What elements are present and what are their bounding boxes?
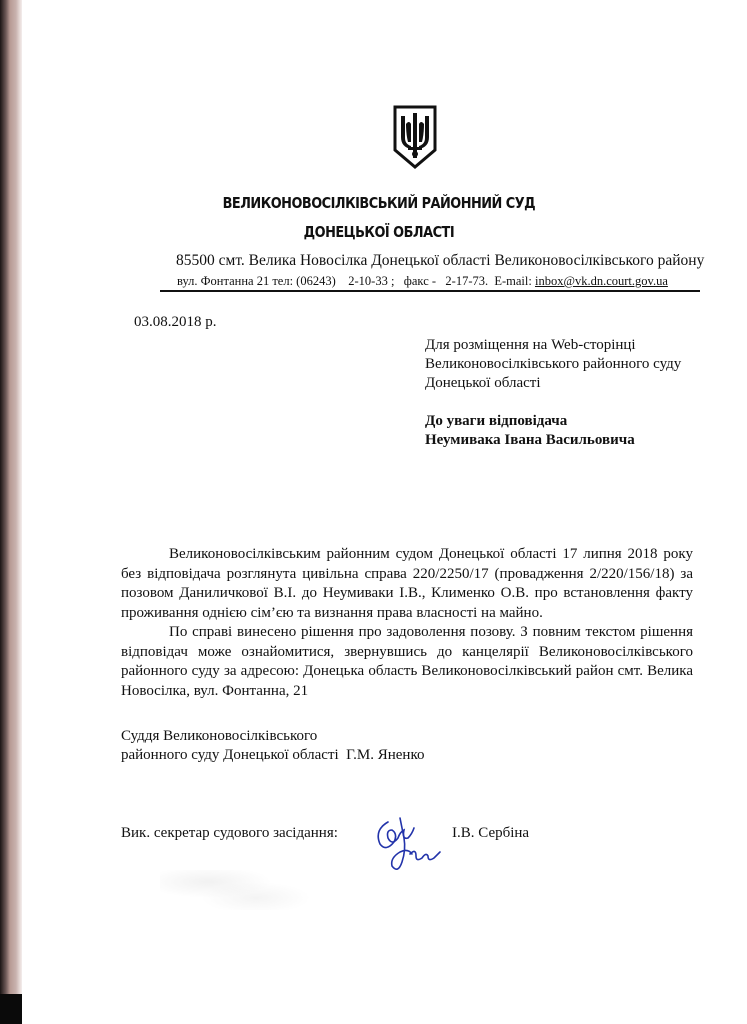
secretary-label: Вик. секретар судового засідання: [121, 825, 338, 841]
trident-emblem-icon [392, 104, 438, 170]
judge-line2: районного суду Донецької області Г.М. Яненко [121, 747, 425, 763]
judge-line1: Суддя Великоновосілківського [121, 728, 318, 744]
secretary-name: І.В. Сербіна [452, 825, 530, 841]
body-paragraph-2: По справі винесено рішення про задоволення позову. З повним текстом рішення відповідач може ознайомитися, звернувшись до канцелярії Великоновосілківського районного суду за адресою: Донецька область Великоновосілківський район смт. Велика Новосілка, вул. Фонтанна, 21 [121, 624, 693, 699]
notice-body [121, 545, 693, 701]
placement-line3: Донецької області [425, 375, 541, 391]
placement-line2: Великоновосілківського районного суду [425, 356, 682, 372]
scan-edge-shadow [0, 0, 22, 1024]
recipient-block [425, 336, 681, 450]
court-name-line1: ВЕЛИКОНОВОСІЛКІВСЬКИЙ РАЙОННИЙ СУД [222, 194, 536, 212]
body-paragraph-1: Великоновосілківським районним судом Донецької області 17 липня 2018 року без відповідача розглянута цивільна справа 220/2250/17 (провадження 2/220/156/18) за позовом Даниличкової В.І. до Неумиваки І.В., Клименко О.В. про встановлення факту проживання однією сім’єю та визнання права власності на майно. [121, 546, 693, 621]
judge-signature-block [121, 727, 425, 765]
header-divider [160, 290, 700, 292]
attention-line2: Неумивака Івана Васильовича [425, 432, 635, 448]
attention-line1: До уваги відповідача [425, 413, 568, 429]
placement-line1: Для розміщення на Web-сторінці [425, 337, 636, 353]
faint-stamp-mark [160, 870, 320, 910]
court-contacts [177, 274, 668, 289]
document-date: 03.08.2018 р. [134, 314, 217, 330]
email-link[interactable]: inbox@vk.dn.court.gov.ua [534, 274, 668, 288]
court-address: 85500 смт. Велика Новосілка Донецької області Великоновосілківського району [176, 252, 705, 269]
court-name-line2: ДОНЕЦЬКОЇ ОБЛАСТІ [303, 223, 455, 241]
contacts-text: вул. Фонтанна 21 тел: (06243) 2-10-33 ; факс - 2-17-73. E-mail: [177, 274, 535, 288]
scan-edge-corner [0, 994, 22, 1024]
handwritten-signature-icon [370, 812, 450, 892]
